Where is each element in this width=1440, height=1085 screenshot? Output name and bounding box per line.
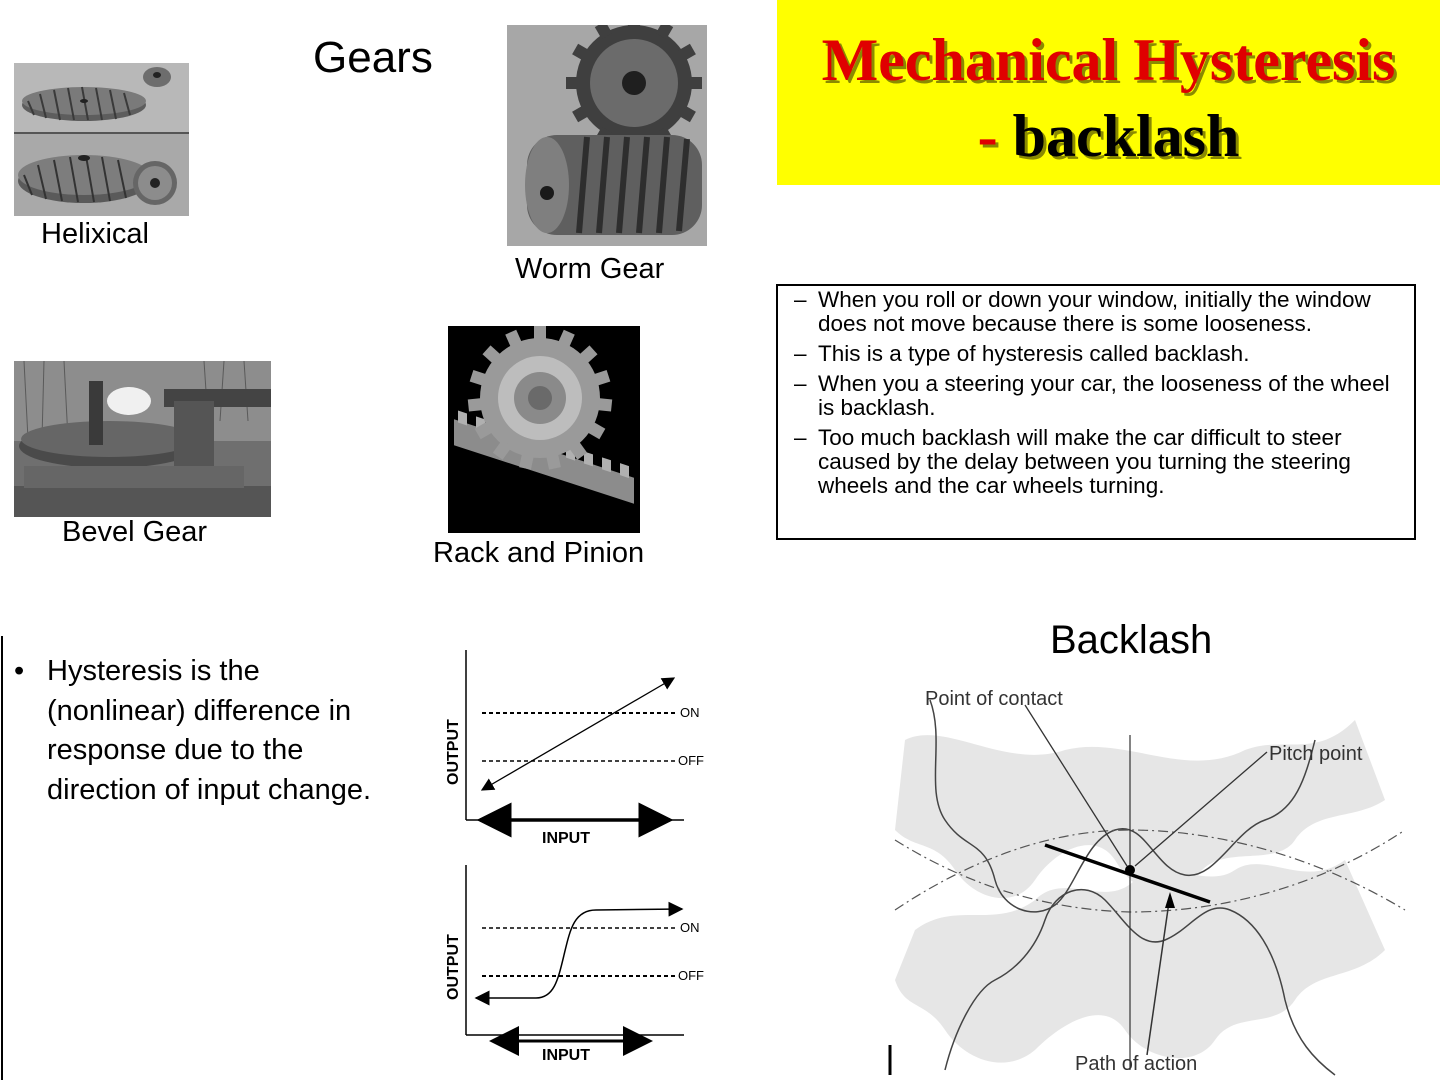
backlash-bullet-1: – When you roll or down your window, initially the window does not move because there is some looseness.: [818, 288, 1408, 336]
title-line-2: [777, 98, 1440, 174]
backlash-diagram: [885, 680, 1415, 1085]
hysteresis-definition: [14, 652, 394, 810]
point-of-contact-label: Point of contact: [925, 688, 1063, 710]
helixical-gear-image: [14, 63, 189, 216]
bevel-gear-image: [14, 361, 271, 517]
backlash-bullet-3: – When you a steering your car, the looseness of the wheel is backlash.: [818, 372, 1408, 420]
graph-top-ylabel: OUTPUT: [445, 719, 462, 785]
title-dash: -: [977, 103, 1013, 169]
gears-heading: Gears: [313, 33, 433, 82]
rack-pinion-label: Rack and Pinion: [433, 537, 645, 569]
rack-pinion-image: [448, 326, 640, 533]
title-box: [777, 0, 1440, 185]
hysteresis-text: Hysteresis is the (nonlinear) difference in response due to the direction of input change.: [47, 655, 372, 806]
graph-bottom-xlabel: INPUT: [542, 1047, 590, 1064]
graph-top-on-label: ON: [680, 705, 700, 720]
backlash-explanation-box: [776, 284, 1416, 540]
left-divider: [1, 636, 3, 1080]
bevel-gear-label: Bevel Gear: [62, 516, 208, 548]
worm-gear-label: Worm Gear: [515, 253, 665, 285]
pitch-point-label: Pitch point: [1269, 743, 1363, 765]
graph-bottom-ylabel: OUTPUT: [445, 934, 462, 1000]
backlash-diagram-title: Backlash: [1050, 618, 1213, 662]
title-line-1: Mechanical Hysteresis: [821, 27, 1396, 93]
backlash-bullet-2: – This is a type of hysteresis called backlash.: [818, 342, 1408, 366]
backlash-bullet-list: [778, 286, 1414, 498]
graph-bottom-on-label: ON: [680, 920, 700, 935]
graph-bottom-off-label: OFF: [678, 968, 704, 983]
title-backlash: backlash: [1012, 103, 1240, 169]
worm-gear-image: [507, 25, 707, 246]
path-of-action-label: Path of action: [1075, 1053, 1198, 1075]
backlash-bullet-4: – Too much backlash will make the car difficult to steer caused by the delay between you turning the steering wheels and the car wheels turning.: [818, 426, 1408, 498]
hysteresis-graph-step: [436, 860, 716, 1075]
graph-top-xlabel: INPUT: [542, 830, 590, 847]
graph-top-off-label: OFF: [678, 753, 704, 768]
hysteresis-graph-linear: [436, 645, 716, 860]
helixical-label: Helixical: [41, 218, 149, 250]
hysteresis-bullet: •: [14, 655, 25, 687]
